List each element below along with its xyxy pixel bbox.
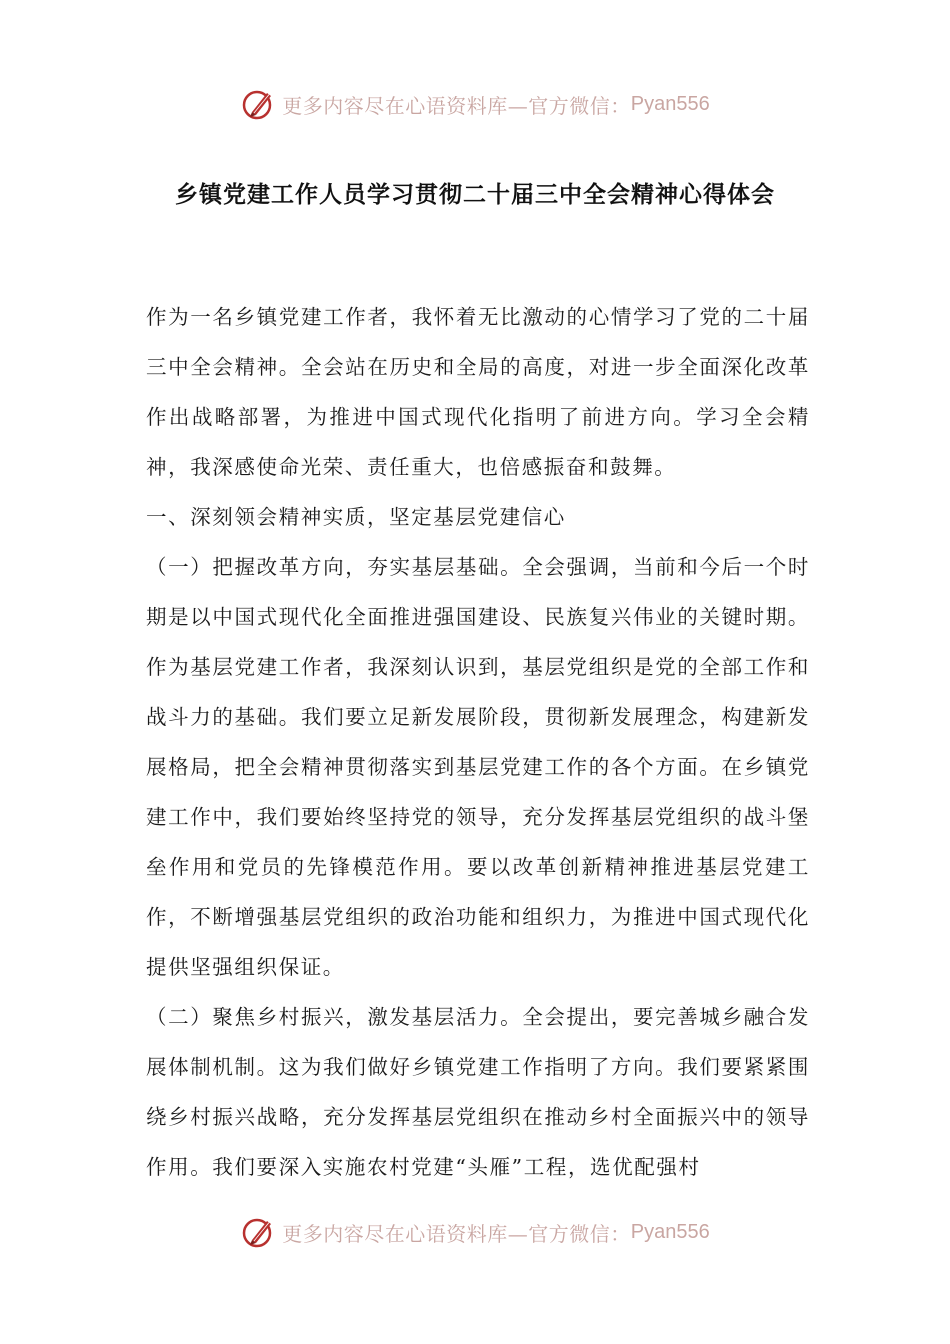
footer-watermark-banner [0, 1210, 950, 1254]
paragraph-subsection-2: （二）聚焦乡村振兴，激发基层活力。全会提出，要完善城乡融合发展体制机制。这为我们做好乡镇党建工作指明了方向。我们要紧紧围绕乡村振兴战略，充分发挥基层党组织在推动乡村全面振兴中的领导作用。我们要深入实施农村党建“头雁”工程，选优配强村 [146, 1005, 810, 1179]
paragraph-subsection-1: （一）把握改革方向，夯实基层基础。全会强调，当前和今后一个时期是以中国式现代化全面推进强国建设、民族复兴伟业的关键时期。作为基层党建工作者，我深刻认识到，基层党组织是党的全部工作和战斗力的基础。我们要立足新发展阶段，贯彻新发展理念，构建新发展格局，把全会精神贯彻落实到基层党建工作的各个方面。在乡镇党建工作中，我们要始终坚持党的领导，充分发挥基层党组织的战斗堡垒作用和党员的先锋模范作用。要以改革创新精神推进基层党建工作，不断增强基层党组织的政治功能和组织力，为推进中国式现代化提供坚强组织保证。 [146, 555, 810, 979]
header-watermark-banner [0, 82, 950, 126]
document-title: 乡镇党建工作人员学习贯彻二十届三中全会精神心得体会 [175, 182, 775, 208]
footer-banner-text: 更多内容尽在心语资料库—官方微信： [282, 1221, 631, 1246]
header-wechat-id: Pyan556 [630, 92, 710, 115]
paragraph-intro: 作为一名乡镇党建工作者，我怀着无比激动的心情学习了党的二十届三中全会精神。全会站在历史和全局的高度，对进一步全面深化改革作出战略部署，为推进中国式现代化指明了前进方向。学习全会精神，我深感使命光荣、责任重大，也倍感振奋和鼓舞。 [146, 305, 810, 479]
header-banner-text: 更多内容尽在心语资料库—官方微信： [282, 93, 631, 118]
pen-nib-circle-icon [240, 85, 278, 123]
pen-nib-circle-icon [240, 1213, 278, 1251]
document-body [146, 292, 810, 1192]
section-heading-1: 一、深刻领会精神实质，坚定基层党建信心 [146, 505, 566, 529]
footer-wechat-id: Pyan556 [630, 1220, 710, 1243]
